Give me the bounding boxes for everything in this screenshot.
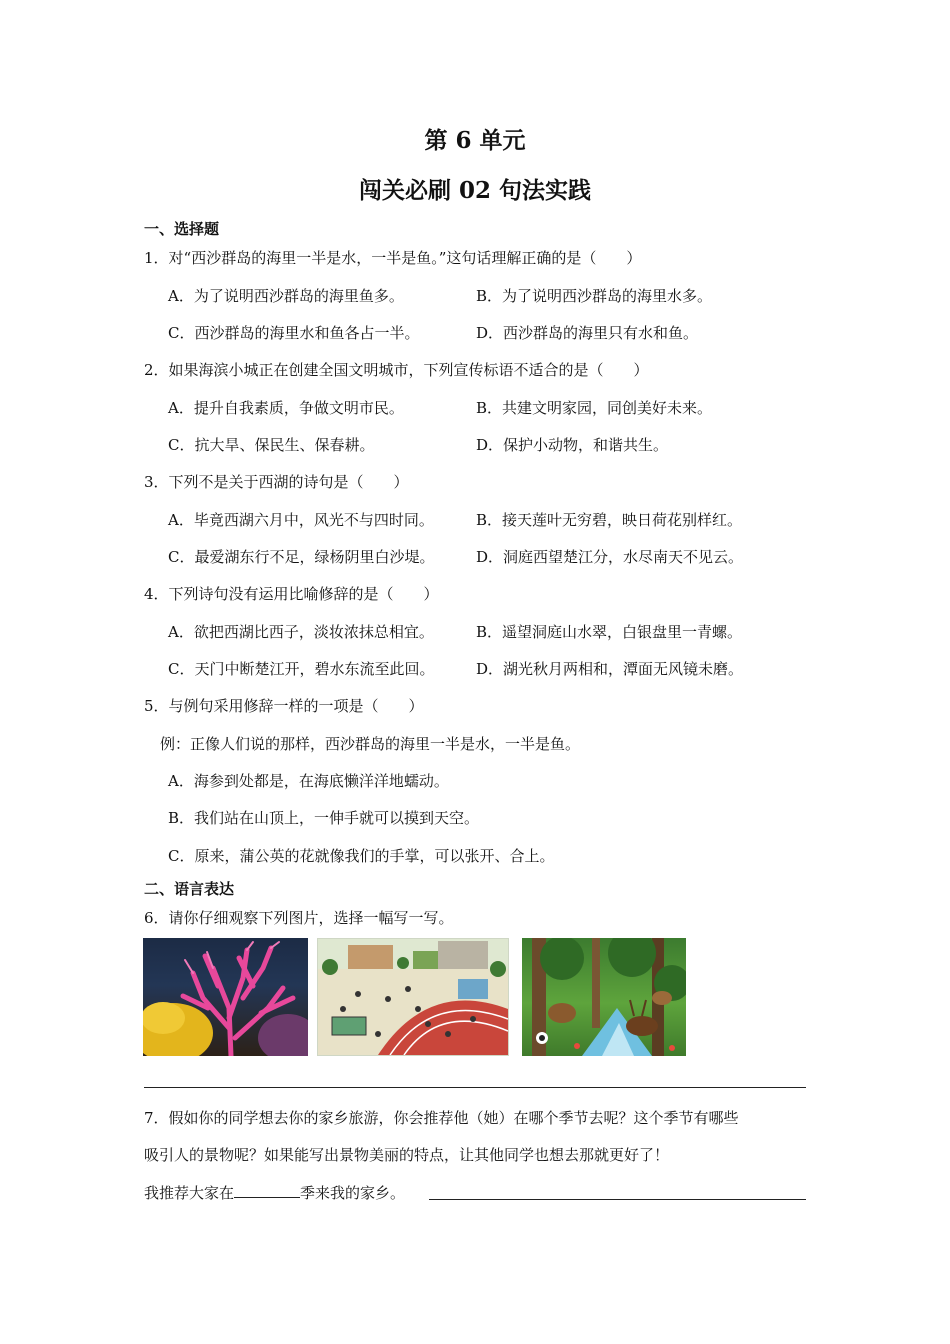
unit-title: 第 6 单元 bbox=[424, 127, 526, 154]
coral-illustration bbox=[143, 938, 308, 1056]
question-2-option-c[interactable]: C．抗大旱、保民生、保春耕。 bbox=[168, 436, 375, 454]
question-2-option-b[interactable]: B．共建文明家园，同创美好未来。 bbox=[476, 399, 713, 417]
answer-line-question-6[interactable] bbox=[144, 1087, 806, 1088]
question-4-option-c[interactable]: C．天门中断楚江开，碧水东流至此回。 bbox=[168, 660, 435, 678]
question-4-option-b[interactable]: B．遥望洞庭山水翠，白银盘里一青螺。 bbox=[476, 623, 743, 641]
question-1-option-d[interactable]: D．西沙群岛的海里只有水和鱼。 bbox=[476, 324, 699, 342]
question-5-stem: 5．与例句采用修辞一样的一项是（ ） bbox=[144, 697, 424, 715]
playground-illustration bbox=[318, 939, 508, 1055]
page-title: 闯关必刷 02 句法实践 bbox=[358, 177, 592, 204]
forest-illustration bbox=[522, 938, 686, 1056]
answer-line-question-7[interactable] bbox=[429, 1199, 806, 1200]
school-playground-picture[interactable] bbox=[317, 938, 509, 1056]
question-5-option-b[interactable]: B．我们站在山顶上，一伸手就可以摸到天空。 bbox=[168, 809, 480, 827]
question-3-option-c[interactable]: C．最爱湖东行不足，绿杨阴里白沙堤。 bbox=[168, 548, 435, 566]
question-5-option-a[interactable]: A．海参到处都是，在海底懒洋洋地蠕动。 bbox=[168, 772, 449, 790]
question-2-option-d[interactable]: D．保护小动物，和谐共生。 bbox=[476, 436, 669, 454]
question-2-option-a[interactable]: A．提升自我素质，争做文明市民。 bbox=[168, 399, 404, 417]
question-7-stem-line2: 吸引人的景物呢？如果能写出景物美丽的特点，让其他同学也想去那就更好了！ bbox=[144, 1146, 670, 1164]
question-4-option-d[interactable]: D．湖光秋月两相和，潭面无风镜未磨。 bbox=[476, 660, 744, 678]
question-7-stem-line1: 7．假如你的同学想去你的家乡旅游，你会推荐他（她）在哪个季节去呢？这个季节有哪些 bbox=[144, 1109, 739, 1127]
section-heading-choice: 一、选择题 bbox=[144, 220, 220, 238]
question-4-option-a[interactable]: A．欲把西湖比西子，淡妆浓抹总相宜。 bbox=[168, 623, 434, 641]
coral-reef-picture[interactable] bbox=[143, 938, 308, 1056]
question-6-stem: 6．请你仔细观察下列图片，选择一幅写一写。 bbox=[144, 909, 454, 927]
question-7-prefix: 我推荐大家在 bbox=[144, 1184, 235, 1202]
section-heading-expression: 二、语言表达 bbox=[144, 880, 235, 898]
question-3-option-b[interactable]: B．接天莲叶无穷碧，映日荷花别样红。 bbox=[476, 511, 743, 529]
question-4-stem: 4．下列诗句没有运用比喻修辞的是（ ） bbox=[144, 585, 439, 603]
forest-animals-picture[interactable] bbox=[522, 938, 686, 1056]
question-1-option-c[interactable]: C．西沙群岛的海里水和鱼各占一半。 bbox=[168, 324, 420, 342]
question-3-option-a[interactable]: A．毕竟西湖六月中，风光不与四时同。 bbox=[168, 511, 434, 529]
question-7-middle: 季来我的家乡。 bbox=[300, 1184, 406, 1202]
question-3-stem: 3．下列不是关于西湖的诗句是（ ） bbox=[144, 473, 409, 491]
question-5-option-c[interactable]: C．原来，蒲公英的花就像我们的手掌，可以张开、合上。 bbox=[168, 847, 555, 865]
question-1-stem: 1．对“西沙群岛的海里一半是水，一半是鱼。”这句话理解正确的是（ ） bbox=[144, 249, 642, 267]
season-blank[interactable] bbox=[234, 1182, 300, 1198]
question-1-option-b[interactable]: B．为了说明西沙群岛的海里水多。 bbox=[476, 287, 713, 305]
question-7-answer-row bbox=[144, 1182, 405, 1203]
question-3-option-d[interactable]: D．洞庭西望楚江分，水尽南天不见云。 bbox=[476, 548, 744, 566]
question-2-stem: 2．如果海滨小城正在创建全国文明城市，下列宣传标语不适合的是（ ） bbox=[144, 361, 649, 379]
question-5-example: 例：正像人们说的那样，西沙群岛的海里一半是水，一半是鱼。 bbox=[160, 735, 581, 753]
question-1-option-a[interactable]: A．为了说明西沙群岛的海里鱼多。 bbox=[168, 287, 404, 305]
